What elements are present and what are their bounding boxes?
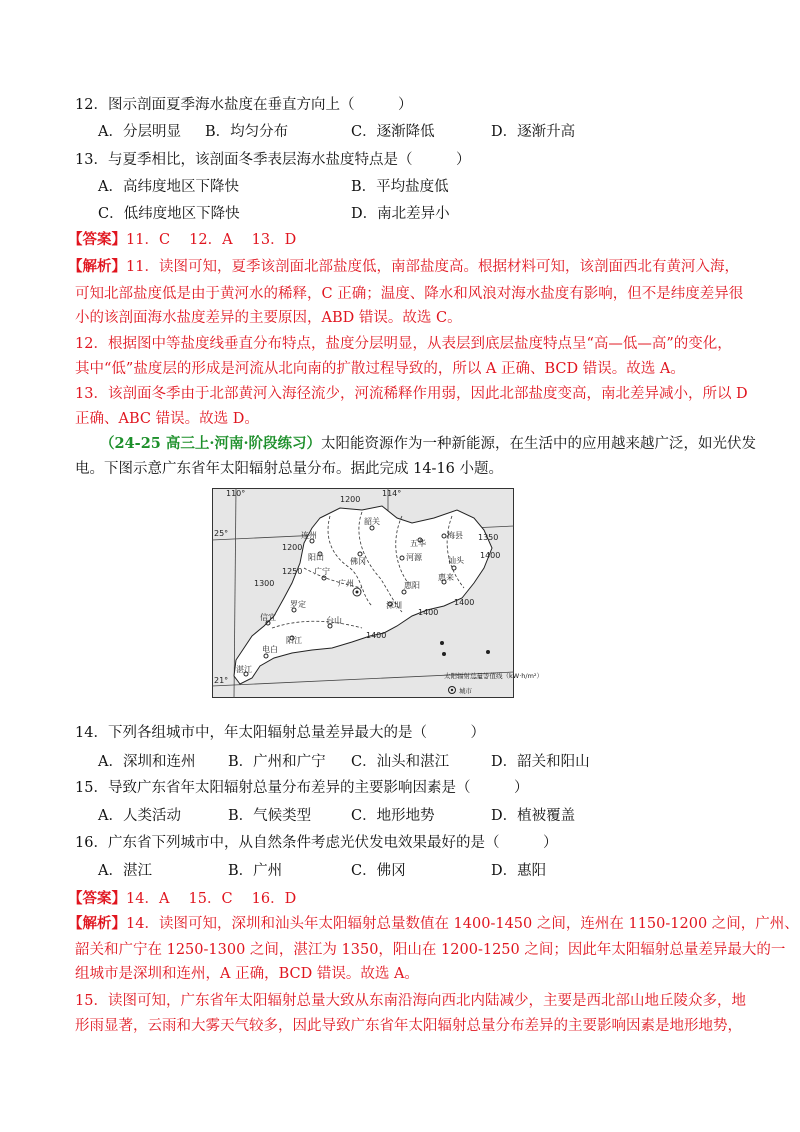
option-c: C．低纬度地区下降快 bbox=[98, 206, 240, 222]
passage-text: 太阳能资源作为一种新能源，在生活中的应用越来越广泛，如光伏发 bbox=[321, 436, 757, 452]
option-d: D．韶关和阳山 bbox=[491, 754, 590, 770]
option-c: C．佛冈 bbox=[351, 863, 406, 879]
city-label: 信宜 bbox=[260, 613, 276, 622]
option-a: A．人类活动 bbox=[98, 808, 181, 824]
longitude-label: 114° bbox=[382, 489, 402, 498]
analysis-tag: 【解析】 bbox=[68, 915, 126, 932]
analysis-line: 12．根据图中等盐度线垂直分布特点，盐度分层明显，从表层到底层盐度特点呈“高—低—高”的变化， bbox=[75, 336, 732, 352]
city-label: 湛江 bbox=[236, 665, 252, 674]
answer-block-2 bbox=[68, 889, 296, 909]
option-a: A．分层明显 bbox=[98, 124, 181, 140]
option-d: D．逐渐升高 bbox=[491, 124, 576, 140]
city-label: 罗定 bbox=[290, 600, 306, 609]
analysis-tag: 【解析】 bbox=[68, 258, 126, 275]
guangdong-solar-radiation-map bbox=[212, 488, 544, 698]
isoline-label: 1250 bbox=[282, 567, 303, 576]
city-label: 河源 bbox=[406, 553, 422, 562]
city-label: 汕头 bbox=[448, 556, 464, 565]
legend-city-label: 城市 bbox=[459, 687, 472, 695]
question-14-stem: 14．下列各组城市中，年太阳辐射总量差异最大的是（ ） bbox=[75, 725, 485, 741]
question-15-stem: 15．导致广东省年太阳辐射总量分布差异的主要影响因素是（ ） bbox=[75, 780, 529, 796]
option-b: B．广州和广宁 bbox=[228, 754, 326, 770]
analysis-line: 组城市是深圳和连州，A 正确，BCD 错误。故选 A。 bbox=[75, 966, 419, 982]
isoline-label: 1200 bbox=[340, 495, 361, 504]
city-label: 梅县 bbox=[447, 531, 463, 540]
isoline-label: 1300 bbox=[254, 579, 275, 588]
city-label: 阳山 bbox=[308, 553, 324, 562]
option-b: B．广州 bbox=[228, 863, 283, 879]
answer-value: 14．A 15．C 16．D bbox=[126, 891, 297, 907]
option-d: D．植被覆盖 bbox=[491, 808, 576, 824]
analysis-line: 小的该剖面海水盐度差异的主要原因，ABD 错误。故选 C。 bbox=[75, 310, 462, 326]
answer-tag: 【答案】 bbox=[68, 231, 126, 248]
option-c: C．逐渐降低 bbox=[351, 124, 435, 140]
analysis-line bbox=[68, 914, 799, 934]
option-b: B．平均盐度低 bbox=[351, 179, 449, 195]
option-d: D．惠阳 bbox=[491, 863, 547, 879]
latitude-label: 25° bbox=[214, 529, 229, 538]
city-label: 五华 bbox=[410, 539, 426, 548]
city-label: 惠来 bbox=[438, 573, 454, 582]
city-label: 连州 bbox=[301, 531, 317, 540]
option-a: A．湛江 bbox=[98, 863, 152, 879]
city-label: 佛冈 bbox=[350, 557, 366, 566]
analysis-line: 15．读图可知，广东省年太阳辐射总量大致从东南沿海向西北内陆减少，主要是西北部山地丘陵众多，地 bbox=[75, 993, 746, 1009]
isoline-label: 1200 bbox=[282, 543, 303, 552]
isoline-label: 1350 bbox=[478, 533, 499, 542]
passage-line-2: 电。下图示意广东省年太阳辐射总量分布。据此完成 14-16 小题。 bbox=[75, 461, 504, 477]
question-12-stem: 12．图示剖面夏季海水盐度在垂直方向上（ ） bbox=[75, 97, 413, 113]
city-label: 惠阳 bbox=[404, 581, 420, 590]
analysis-line: 13．该剖面冬季由于北部黄河入海径流少，河流稀释作用弱，因此北部盐度变高，南北差异减小，所以 D bbox=[75, 386, 748, 402]
question-16-stem: 16．广东省下列城市中，从自然条件考虑光伏发电效果最好的是（ ） bbox=[75, 835, 558, 851]
analysis-text: 14．读图可知，深圳和汕头年太阳辐射总量数值在 1400-1450 之间，连州在 1150-1200 之间，广州、 bbox=[126, 916, 799, 932]
answer-block-1 bbox=[68, 230, 296, 250]
longitude-label: 110° bbox=[226, 489, 246, 498]
answer-value: 11．C 12．A 13．D bbox=[126, 232, 297, 248]
option-b: B．均匀分布 bbox=[205, 124, 289, 140]
isoline-label: 1400 bbox=[418, 608, 439, 617]
city-label: 深圳 bbox=[386, 601, 402, 610]
city-label: 电白 bbox=[262, 645, 278, 654]
option-d: D．南北差异小 bbox=[351, 206, 450, 222]
analysis-line: 其中“低”盐度层的形成是河流从北向南的扩散过程导致的，所以 A 正确、BCD 错误。故选 A。 bbox=[75, 361, 685, 377]
city-label: 广宁 bbox=[314, 567, 330, 576]
option-a: A．深圳和连州 bbox=[98, 754, 196, 770]
latitude-label: 21° bbox=[214, 676, 229, 685]
city-label: 广州 bbox=[338, 579, 354, 588]
city-label: 台山 bbox=[326, 616, 342, 625]
analysis-line: 正确、ABC 错误。故选 D。 bbox=[75, 411, 259, 427]
isoline-label: 1400 bbox=[454, 598, 475, 607]
analysis-line bbox=[68, 257, 739, 277]
question-13-stem: 13．与夏季相比，该剖面冬季表层海水盐度特点是（ ） bbox=[75, 152, 471, 168]
analysis-line: 韶关和广宁在 1250-1300 之间，湛江为 1350，阳山在 1200-1250 之间；因此年太阳辐射总量差异最大的一 bbox=[75, 942, 786, 958]
option-c: C．汕头和湛江 bbox=[351, 754, 450, 770]
legend-isoline-label: 太阳辐射总量等值线（kW·h/m²） bbox=[444, 672, 544, 680]
analysis-line: 可知北部盐度低是由于黄河水的稀释，C 正确；温度、降水和风浪对海水盐度有影响，但不是纬度差异很 bbox=[75, 286, 744, 302]
option-b: B．气候类型 bbox=[228, 808, 312, 824]
analysis-text: 11．读图可知，夏季该剖面北部盐度低，南部盐度高。根据材料可知，该剖面西北有黄河入海， bbox=[126, 259, 739, 275]
option-c: C．地形地势 bbox=[351, 808, 435, 824]
city-label: 韶关 bbox=[364, 517, 380, 526]
option-a: A．高纬度地区下降快 bbox=[98, 179, 239, 195]
answer-tag: 【答案】 bbox=[68, 890, 126, 907]
passage-source: （24-25 高三上·河南·阶段练习） bbox=[100, 435, 322, 452]
isoline-label: 1400 bbox=[366, 631, 387, 640]
city-label: 阳江 bbox=[286, 636, 302, 645]
analysis-line: 形雨显著，云雨和大雾天气较多，因此导致广东省年太阳辐射总量分布差异的主要影响因素是地形地势， bbox=[75, 1018, 742, 1034]
isoline-label: 1400 bbox=[480, 551, 501, 560]
passage-line-1 bbox=[100, 434, 756, 454]
